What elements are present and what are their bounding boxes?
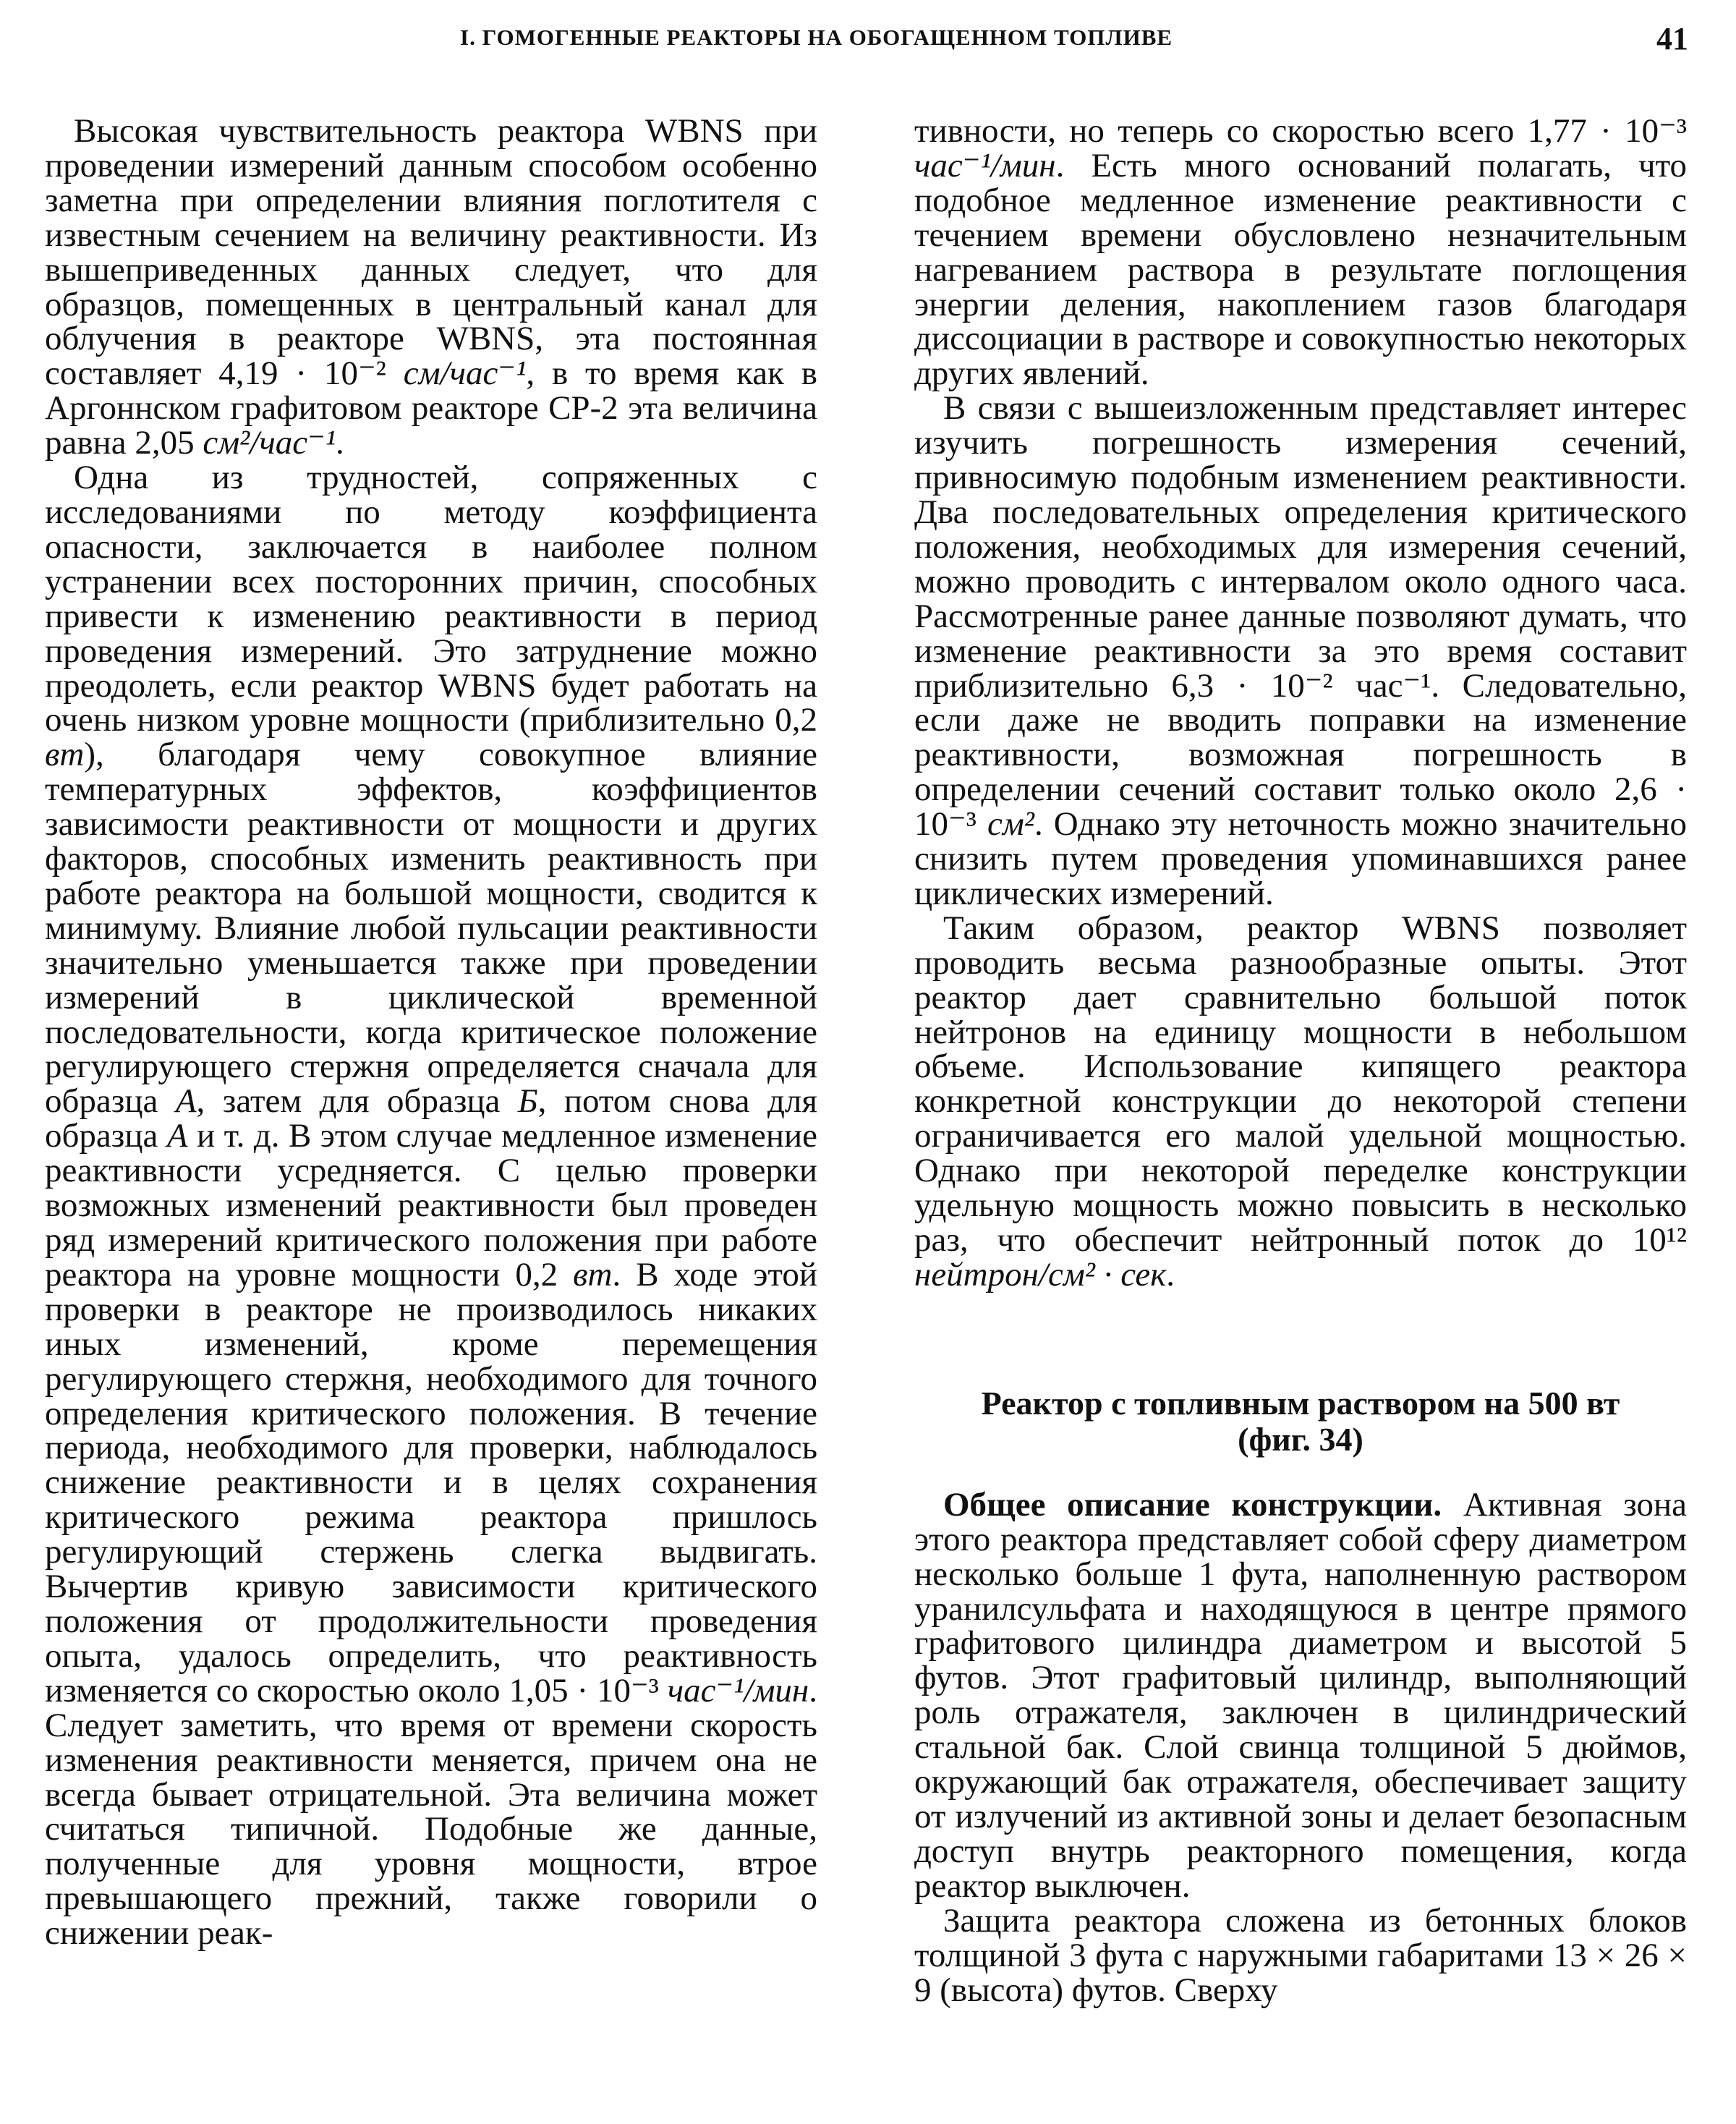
paragraph-difficulties: Одна из трудностей, сопряженных с исследованиями по методу коэффициента опасности, заключается в наиболее полном устранении всех посторонних причин, способных привести к изменению реактивности в период проведения измерений. Это затруднение можно преодолеть, если реактор WBNS будет работать на очень низком уровне мощности (приблизительно 0,2 вт), благодаря чему совокупное влияние температурных эффектов, коэффициентов зависимости реактивности от мощности и других факторов, способных изменить реактивность при работе реактора на большой мощности, сводится к минимуму. Влияние любой пульсации реактивности значительно уменьшается также при проведении измерений в циклической временной последовательности, когда критическое положение регулирующего стержня определяется сначала для образца А, затем для образца Б, потом снова для образца А и т. д. В этом случае медленное изменение реактивности усредняется. С целью проверки возможных изменений реактивности был проведен ряд измерений критического положения при работе реактора на уровне мощности 0,2 вт. В ходе этой проверки в реакторе не производилось никаких иных изменений, кроме перемещения регулирующего стержня, необходимого для точного определения критического положения. В течение периода, необходимого для проверки, наблюдалось снижение реактивности и в целях сохранения критического режима реактора пришлось регулирующий стержень слегка выдвигать. Вычертив кривую зависимости критического положения от продолжительности проведения опыта, удалось определить, что реактивность изменяется со скоростью около 1,05 · 10⁻³ час⁻¹/мин. Следует заметить, что время от времени скорость изменения реактивности меняется, причем она не всегда бывает отрицательной. Эта величина может считаться типичной. Подобные же данные, полученные для уровня мощности, втрое превышающего прежний, также говорили о снижении реак-: [45, 459, 818, 1953]
running-title: I. ГОМОГЕННЫЕ РЕАКТОРЫ НА ОБОГАЩЕННОМ ТОПЛИВЕ: [460, 25, 1173, 50]
page-number: 41: [1656, 21, 1688, 56]
paragraph-shielding: Защита реактора сложена из бетонных блоков толщиной 3 фута с наружными габаритами 13 × 26 × 9 (высота) футов. Сверху: [914, 1901, 1687, 2009]
section-heading-line1: Реактор с топливным раствором на 500 вт: [981, 1384, 1620, 1422]
left-column: [45, 114, 817, 1951]
paragraph-continuation: тивности, но теперь со скоростью всего 1,77 · 10⁻³ час⁻¹/мин. Есть много оснований полагать, что подобное медленное изменение реактивности с течением времени обусловлено незначительным нагреванием раствора в результате поглощения энергии деления, накоплением газов благодаря диссоциации в растворе и совокупностью некоторых других явлений.: [914, 112, 1687, 393]
section-heading-line2: (фиг. 34): [1238, 1420, 1363, 1458]
paragraph-measurement-error: В связи с вышеизложенным представляет интерес изучить погрешность измерения сечений, привносимую подобным изменением реактивности. Два последовательных определения критического положения, необходимых для измерения сечений, можно проводить с интервалом около одного часа. Рассмотренные ранее данные позволяют думать, что изменение реактивности за это время составит приблизительно 6,3 · 10⁻² час⁻¹. Следовательно, если даже не вводить поправки на изменение реактивности, возможная погрешность в определении сечений составит только около 2,6 · 10⁻³ см². Однако эту неточность можно значительно снизить путем проведения упоминавшихся ранее циклических измерений.: [914, 389, 1687, 912]
paragraph-conclusion: Таким образом, реактор WBNS позволяет проводить весьма разнообразные опыты. Этот реактор дает сравнительно большой поток нейтронов на единицу мощности в небольшом объеме. Использование кипящего реактора конкретной конструкции до некоторой степени ограничивается его малой удельной мощностью. Однако при некоторой переделке конструкции удельную мощность можно повысить в несколько раз, что обеспечит нейтронный поток до 10¹² нейтрон/см² · сек.: [914, 909, 1687, 1293]
right-column: [914, 114, 1687, 2008]
page-header: [0, 21, 1736, 68]
paragraph-general-description: Общее описание конструкции. Активная зона этого реактора представляет собой сферу диаметром несколько больше 1 фута, наполненную раствором уранилсульфата и находящуюся в центре прямого графитового цилиндра диаметром и высотой 5 футов. Этот графитовый цилиндр, выполняющий роль отражателя, заключен в цилиндрический стальной бак. Слой свинца толщиной 5 дюймов, окружающий бак отражателя, обеспечивает защиту от излучений из активной зоны и делает безопасным доступ внутрь реакторного помещения, когда реактор выключен.: [914, 1485, 1687, 1905]
paragraph-subhead: Общее описание конструкции.: [943, 1485, 1442, 1524]
section-heading: [914, 1385, 1687, 1458]
paragraph-sensitivity: Высокая чувствительность реактора WBNS при проведении измерений данным способом особенно заметна при определении влияния поглотителя с известным сечением на величину реактивности. Из вышеприведенных данных следует, что для образцов, помещенных в центральный канал для облучения в реакторе WBNS, эта постоянная составляет 4,19 · 10⁻² см/час⁻¹, в то время как в Аргоннском графитовом реакторе CP-2 эта величина равна 2,05 см²/час⁻¹.: [45, 112, 817, 462]
